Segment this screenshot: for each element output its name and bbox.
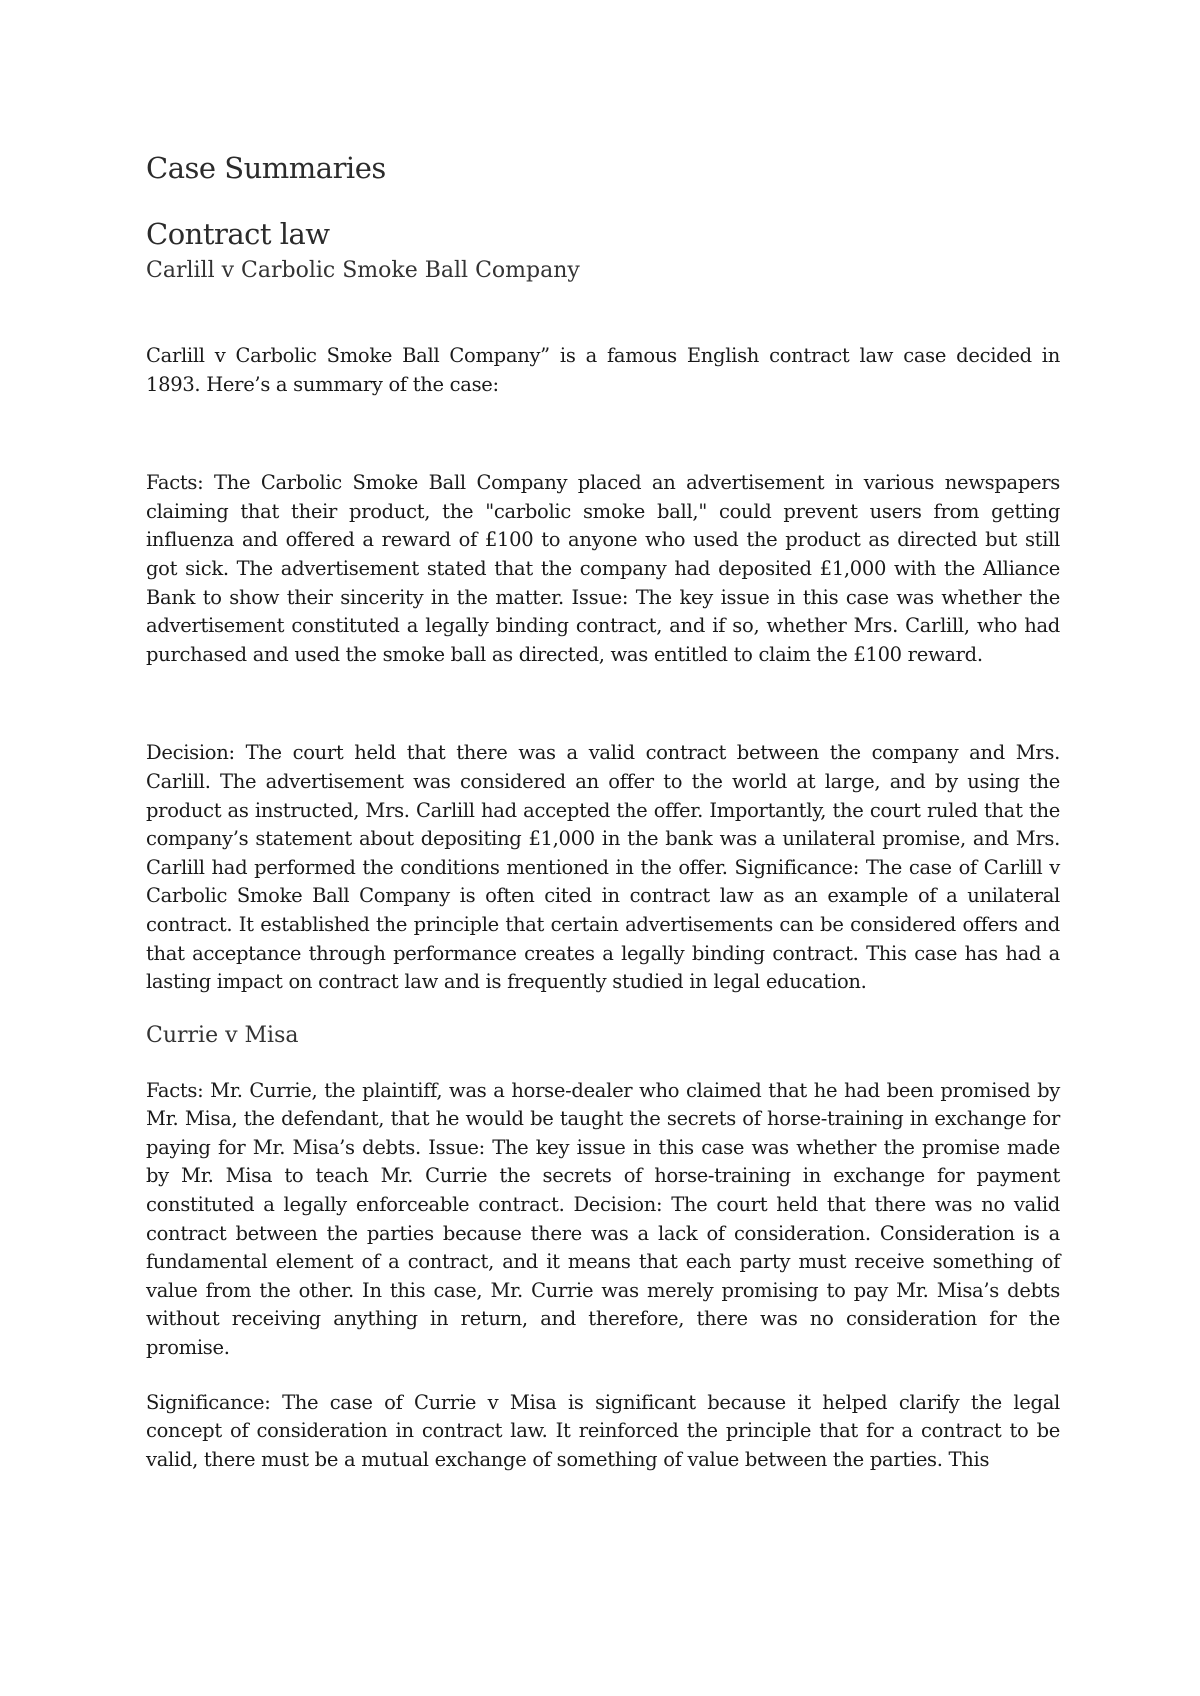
spacer xyxy=(146,1051,1060,1077)
case-heading-carlill: Carlill v Carbolic Smoke Ball Company xyxy=(146,258,580,283)
spacer xyxy=(146,1363,1060,1389)
section-heading: Contract law xyxy=(146,217,330,251)
paragraph-currie-significance: Significance: The case of Currie v Misa is significant because it helped clarify the legal concept of consideration in contract law. It reinforced the principle that for a contract to be valid, there must be a mutual exchange of something of value between the parties. This xyxy=(146,1390,1060,1471)
spacer xyxy=(146,286,1060,342)
case-heading-currie: Currie v Misa xyxy=(146,1022,299,1048)
paragraph-carlill-decision-significance: Decision: The court held that there was a valid contract between the company and Mrs. Carlill. The advertisement was considered an offer to the world at large, and by using the product as instructed, Mrs. Carlill had accepted the offer. Importantly, the court ruled that the company’s statement about depositing £1,000 in the bank was a unilateral promise, and Mrs. Carlill had performed the conditions mentioned in the offer. Significance: The case of Carlill v Carbolic Smoke Ball Company is often cited in contract law as an example of a unilateral contract. It established the principle that certain advertisements can be considered offers and that acceptance through performance creates a legally binding contract. This case has had a lasting impact on contract law and is frequently studied in legal education. xyxy=(146,741,1060,994)
paragraph-carlill-facts-issue: Facts: The Carbolic Smoke Ball Company placed an advertisement in various newspapers claiming that their product, the "carbolic smoke ball," could prevent users from getting influenza and offered a reward of £100 to anyone who used the product as directed but still got sick. The advertisement stated that the company had deposited £1,000 with the Alliance Bank to show their sincerity in the matter. Issue: The key issue in this case was whether the advertisement constituted a legally binding contract, and if so, whether Mrs. Carlill, who had purchased and used the smoke ball as directed, was entitled to claim the £100 reward. xyxy=(146,471,1060,666)
document-title: Case Summaries xyxy=(146,151,386,185)
document-body xyxy=(146,150,1060,1474)
paragraph-carlill-intro: Carlill v Carbolic Smoke Ball Company” is a famous English contract law case decided in 1893. Here’s a summary of the case: xyxy=(146,344,1060,396)
spacer xyxy=(146,669,1060,739)
paragraph-currie-facts-issue-decision: Facts: Mr. Currie, the plaintiff, was a horse-dealer who claimed that he had been promised by Mr. Misa, the defendant, that he would be taught the secrets of horse-training in exchange for paying for Mr. Misa’s debts. Issue: The key issue in this case was whether the promise made by Mr. Misa to teach Mr. Currie the secrets of horse-training in exchange for payment constituted a legally enforceable contract. Decision: The court held that there was no valid contract between the parties because there was a lack of consideration. Consideration is a fundamental element of a contract, and it means that each party must receive something of value from the other. In this case, Mr. Currie was merely promising to pay Mr. Misa’s debts without receiving anything in return, and therefore, there was no consideration for the promise. xyxy=(146,1078,1060,1360)
spacer xyxy=(146,399,1060,469)
